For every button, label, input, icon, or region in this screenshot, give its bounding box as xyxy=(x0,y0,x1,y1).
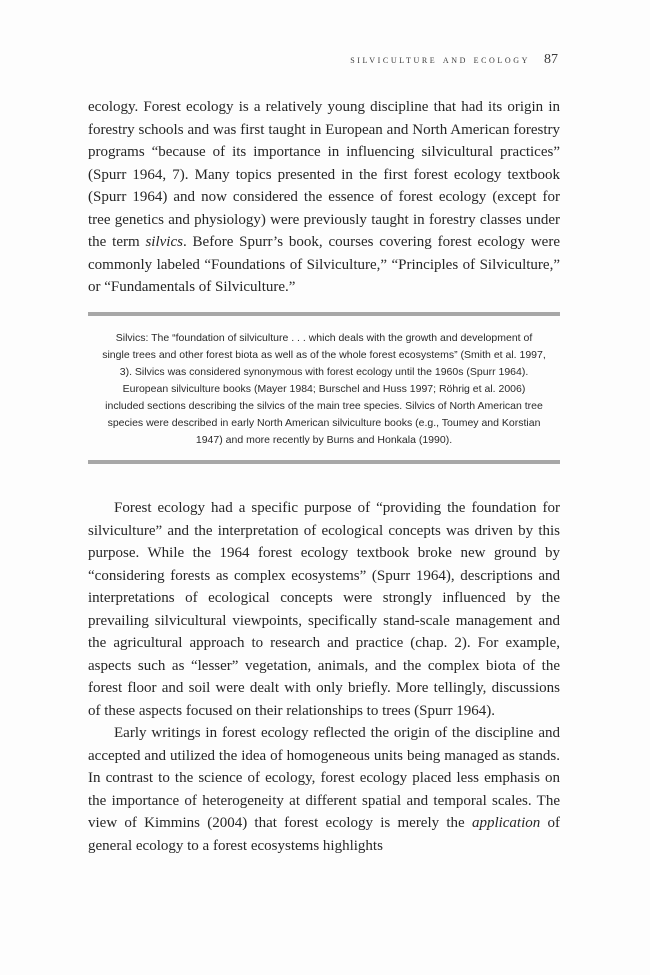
paragraph-text: Early writings in forest ecology reflected the origin of the discipline and accepted and utilized the idea of homogeneous units being managed as stands. In contrast to the science of ecology, forest ecology placed less emphasis on the importance of heterogeneity at different spatial and temporal scales. The view of Kimmins (2004) that forest ecology is merely the xyxy=(88,725,560,831)
text-block-bottom xyxy=(88,497,560,857)
running-title: silviculture and ecology xyxy=(350,52,530,66)
paragraph-text: of general ecology to a forest ecosystems highlights xyxy=(88,815,560,854)
italic-term: silvics xyxy=(145,234,183,250)
paragraph xyxy=(88,96,560,299)
paragraph: Forest ecology had a specific purpose of “providing the foundation for silviculture” and the interpretation of ecological concepts was driven by this purpose. While the 1964 forest ecology textbook broke new ground by “considering forests as complex ecosystems” (Spurr 1964), descriptions and interpretations of ecological concepts were strongly influenced by the prevailing silvicultural viewpoints, specifically stand-scale management and the agricultural approach to research and practice (chap. 2). For example, aspects such as “lesser” vegetation, animals, and the complex biota of the forest floor and soil were dealt with only briefly. More tellingly, discussions of these aspects focused on their relationships to trees (Spurr 1964). xyxy=(88,500,560,719)
paragraph-text: . Before Spurr’s book, courses covering forest ecology were commonly labeled “Foundations of Silviculture,” “Principles of Silviculture,” or “Fundamentals of Silviculture.” xyxy=(88,234,560,295)
text-block-top xyxy=(88,96,560,299)
italic-term: application xyxy=(471,815,541,831)
sidebar-text: Silvics: The “foundation of silviculture . . . which deals with the growth and development of single trees and other forest biota as well as of the whole forest ecosystems” (Smith et al. 1997, 3). Silvics was considered synonymous with forest ecology until the 1960s (Spurr 1964). European silviculture books (Mayer 1984; Burschel and Huss 1997; Röhrig et al. 2006) included sections describing the silvics of the main tree species. Silvics of North American tree species were described in early North American silviculture books (e.g., Toumey and Korstian 1947) and more recently by Burns and Honkala (1990). xyxy=(102,332,546,446)
running-header xyxy=(350,52,558,68)
paragraph xyxy=(88,722,560,857)
definition-sidebar xyxy=(88,312,560,464)
page-number: 87 xyxy=(544,52,558,67)
paragraph-text: ecology. Forest ecology is a relatively young discipline that had its origin in forestry schools and was first taught in European and North American forestry programs “because of its importance in influencing silvicultural practices” (Spurr 1964, 7). Many topics presented in the first forest ecology textbook (Spurr 1964) and now considered the essence of forest ecology (except for tree genetics and physiology) were previously taught in forestry classes under the term xyxy=(88,99,560,250)
